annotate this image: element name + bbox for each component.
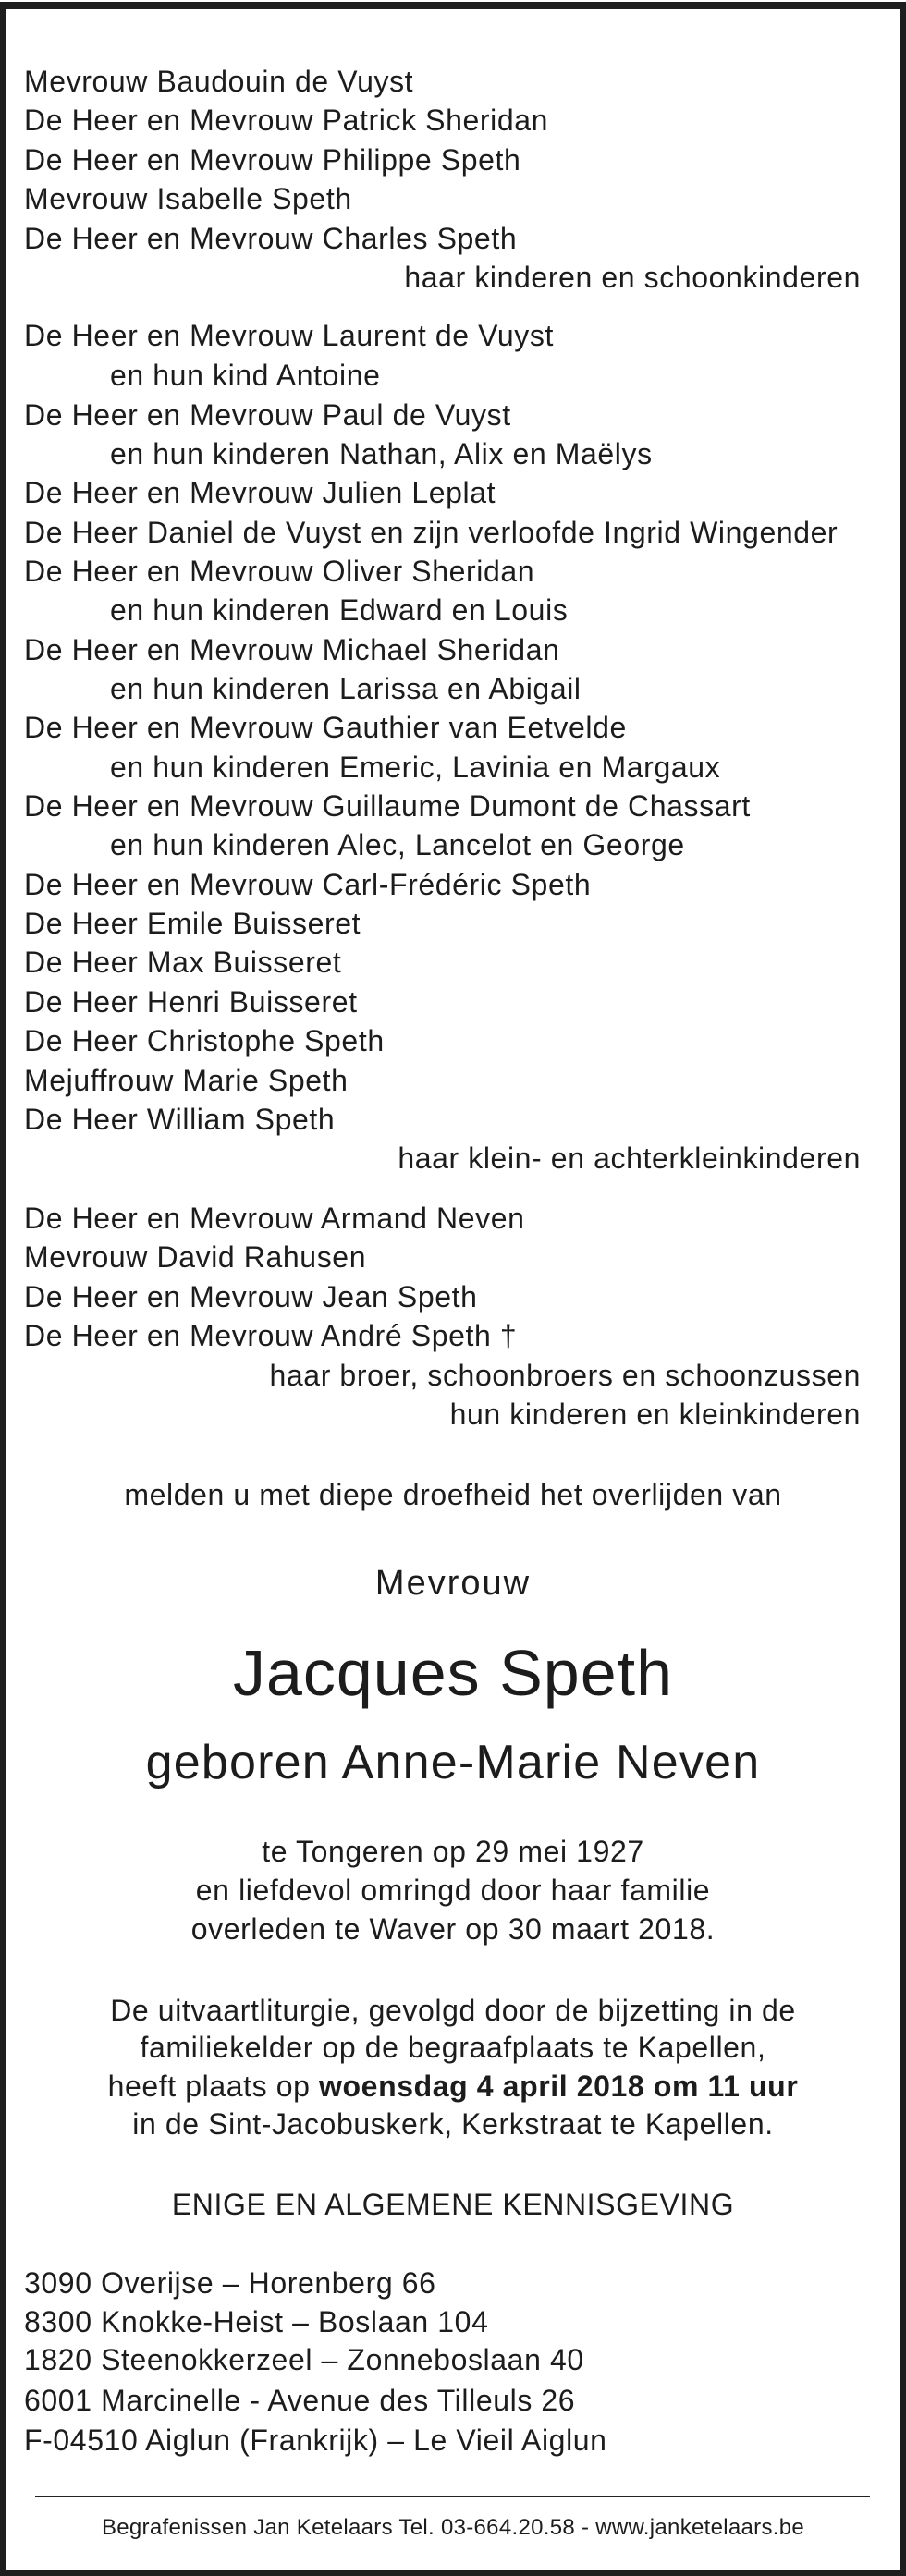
grandchild-children: en hun kinderen Alec, Lancelot en George [110, 828, 685, 861]
deceased-maiden-name: geboren Anne-Marie Neven [145, 1736, 761, 1789]
sibling-name: De Heer en Mevrouw Jean Speth [24, 1280, 478, 1313]
funeral-line-3 [0, 2067, 906, 2106]
grandchild-name: De Heer Max Buisseret [24, 946, 342, 979]
grandchild-name: De Heer William Speth [24, 1103, 336, 1136]
grandchild-name: De Heer Christophe Speth [24, 1024, 385, 1057]
child-name: De Heer en Mevrouw Charles Speth [24, 222, 518, 255]
sibling-name: De Heer en Mevrouw André Speth † [24, 1319, 518, 1352]
address: F-04510 Aiglun (Frankrijk) – Le Vieil Aiglun [24, 2423, 607, 2457]
grandchild-children: en hun kind Antoine [110, 359, 381, 392]
care-line: en liefdevol omringd door haar familie [195, 1874, 711, 1907]
grandchild-name: De Heer en Mevrouw Oliver Sheridan [24, 555, 535, 588]
funeral-line-4: in de Sint-Jacobuskerk, Kerkstraat te Kapellen. [132, 2107, 774, 2141]
grandchild-children: en hun kinderen Larissa en Abigail [110, 672, 582, 705]
child-name: De Heer en Mevrouw Philippe Speth [24, 143, 521, 177]
footer-divider [35, 2496, 870, 2497]
address: 6001 Marcinelle - Avenue des Tilleuls 26 [24, 2384, 576, 2417]
grandchild-name: Mejuffrouw Marie Speth [24, 1064, 349, 1097]
grandchild-name: De Heer Henri Buisseret [24, 985, 358, 1019]
address: 1820 Steenokkerzeel – Zonneboslaan 40 [24, 2343, 584, 2376]
death-line: overleden te Waver op 30 maart 2018. [190, 1912, 716, 1946]
children-label: haar kinderen en schoonkinderen [404, 261, 861, 294]
grandchild-name: De Heer Daniel de Vuyst en zijn verloofde Ingrid Wingender [24, 516, 839, 549]
grandchild-name: De Heer Emile Buisseret [24, 907, 361, 940]
grandchild-children: en hun kinderen Emeric, Lavinia en Margaux [110, 751, 721, 784]
grandchild-name: De Heer en Mevrouw Julien Leplat [24, 476, 496, 509]
grandchild-name: De Heer en Mevrouw Paul de Vuyst [24, 398, 511, 432]
grandchild-name: De Heer en Mevrouw Guillaume Dumont de Chassart [24, 789, 751, 823]
birth-line: te Tongeren op 29 mei 1927 [262, 1835, 644, 1868]
child-name: Mevrouw Isabelle Speth [24, 182, 352, 215]
siblings-label: haar broer, schoonbroers en schoonzussen [269, 1359, 861, 1392]
grandchild-children: en hun kinderen Nathan, Alix en Maëlys [110, 437, 653, 470]
funeral-home-footer: Begrafenissen Jan Ketelaars Tel. 03-664.20.58 - www.janketelaars.be [101, 2515, 805, 2540]
child-name: Mevrouw Baudouin de Vuyst [24, 65, 414, 98]
grandchild-name: De Heer en Mevrouw Michael Sheridan [24, 633, 560, 666]
child-name: De Heer en Mevrouw Patrick Sheridan [24, 104, 549, 137]
grandchild-name: De Heer en Mevrouw Gauthier van Eetvelde [24, 711, 627, 744]
sibling-name: Mevrouw David Rahusen [24, 1240, 367, 1274]
deceased-title: Mevrouw [374, 1564, 532, 1603]
sibling-name: De Heer en Mevrouw Armand Neven [24, 1202, 525, 1235]
address: 8300 Knokke-Heist – Boslaan 104 [24, 2305, 489, 2338]
grandchild-children: en hun kinderen Edward en Louis [110, 593, 569, 627]
notice-heading: ENIGE EN ALGEMENE KENNISGEVING [171, 2188, 735, 2221]
deceased-name: Jacques Speth [232, 1637, 674, 1709]
funeral-datetime: woensdag 4 april 2018 om 11 uur [319, 2069, 799, 2103]
grandchildren-label: haar klein- en achterkleinkinderen [398, 1141, 861, 1175]
siblings-label-2: hun kinderen en kleinkinderen [449, 1398, 861, 1431]
grandchild-name: De Heer en Mevrouw Laurent de Vuyst [24, 319, 554, 352]
funeral-line-1: De uitvaartliturgie, gevolgd door de bijzetting in de [110, 1994, 796, 2027]
address: 3090 Overijse – Horenberg 66 [24, 2266, 436, 2300]
announcement-intro: melden u met diepe droefheid het overlijden van [124, 1478, 782, 1511]
funeral-prefix: heeft plaats op [107, 2069, 320, 2103]
funeral-line-2: familiekelder op de begraafplaats te Kapellen, [140, 2031, 766, 2064]
grandchild-name: De Heer en Mevrouw Carl-Frédéric Speth [24, 868, 592, 901]
